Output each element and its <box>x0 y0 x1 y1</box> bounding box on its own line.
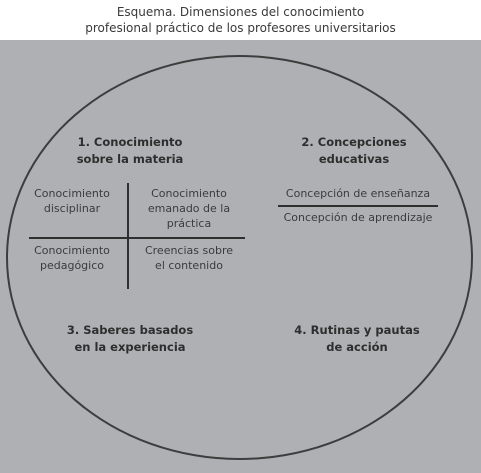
heading-q3-line1: 3. Saberes basados <box>66 323 194 337</box>
heading-concepciones-educativas <box>288 134 420 168</box>
heading-q1-line1: 1. Conocimiento <box>77 135 183 149</box>
heading-saberes-experiencia <box>55 322 205 356</box>
heading-q2-line1: 2. Concepciones <box>301 135 407 149</box>
cell-conocimiento-emanado <box>135 186 243 231</box>
heading-q1-line2: sobre la materia <box>76 152 184 166</box>
heading-q3-line2: en la experiencia <box>74 340 186 354</box>
grid-horizontal-divider <box>29 237 245 239</box>
cell-text: Conocimiento <box>34 244 110 257</box>
cell-conocimiento-pedagogico <box>22 243 122 273</box>
heading-rutinas-pautas <box>282 322 432 356</box>
heading-conocimiento-materia <box>65 134 195 168</box>
grid-vertical-divider <box>127 183 129 289</box>
cell-text: pedagógico <box>39 259 104 272</box>
concepciones-divider <box>278 205 438 207</box>
heading-q4-line1: 4. Rutinas y pautas <box>294 323 420 337</box>
heading-q2-line2: educativas <box>318 152 390 166</box>
cell-creencias-contenido <box>135 243 243 273</box>
cell-text: el contenido <box>155 259 223 272</box>
item-concepcion-ensenanza: Concepción de enseñanza <box>285 187 431 200</box>
caption-line-1: Esquema. Dimensiones del conocimiento <box>116 5 365 19</box>
cell-conocimiento-disciplinar <box>22 186 122 216</box>
cell-text: práctica <box>166 217 212 230</box>
cell-text: disciplinar <box>43 202 101 215</box>
cell-text: Conocimiento <box>34 187 110 200</box>
diagram-caption <box>0 4 481 36</box>
heading-q4-line2: de acción <box>326 340 388 354</box>
item-concepcion-aprendizaje: Concepción de aprendizaje <box>283 211 433 224</box>
cell-text: emanado de la <box>147 202 231 215</box>
cell-text: Creencias sobre <box>144 244 234 257</box>
cell-text: Conocimiento <box>151 187 227 200</box>
caption-line-2: profesional práctico de los profesores universitarios <box>85 21 396 35</box>
